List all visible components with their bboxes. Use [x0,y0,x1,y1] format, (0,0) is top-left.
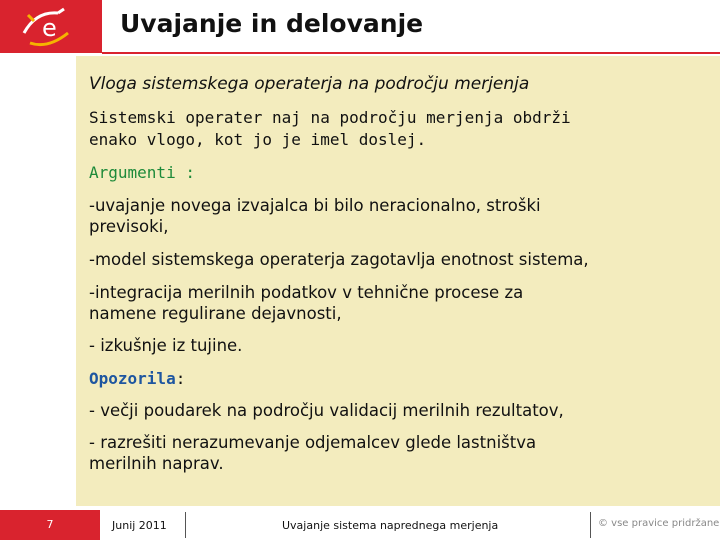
argument-3-line-1: -integracija merilnih podatkov v tehnične procese za [89,283,524,302]
logo-letter: e [42,14,57,42]
subtitle: Vloga sistemskega operaterja na področju merjenja [89,74,530,94]
warning-2-line-1: - razrešiti nerazumevanje odjemalcev glede lastništva [89,433,537,452]
intro-line-1: Sistemski operater naj na področju merjenja obdrži [89,108,571,127]
footer-divider-2 [590,512,591,538]
argument-1-line-2: previsoki, [89,217,169,236]
warnings-label: Opozorila [89,369,176,388]
warnings-heading [89,368,689,389]
warnings-colon: : [175,369,186,388]
warning-1: - večji poudarek na področju validacij merilnih rezultatov, [89,401,564,420]
arguments-heading: Argumenti : [89,163,195,182]
argument-2: -model sistemskega operaterja zagotavlja enotnost sistema, [89,250,589,269]
argument-1-line-1: -uvajanje novega izvajalca bi bilo neracionalno, stroški [89,196,541,215]
footer-copyright: © vse pravice pridržane [598,518,720,529]
argument-4: - izkušnje iz tujine. [89,336,243,355]
intro-line-2: enako vlogo, kot jo je imel doslej. [89,130,427,149]
header-divider [102,52,720,54]
e-logo-icon [18,3,84,51]
page-number: 7 [0,510,100,540]
footer-divider-1 [185,512,186,538]
footer-title: Uvajanje sistema naprednega merjenja [282,519,499,532]
argument-3-line-2: namene regulirane dejavnosti, [89,304,342,323]
logo [0,0,102,53]
warning-2-line-2: merilnih naprav. [89,454,224,473]
page-title: Uvajanje in delovanje [120,9,424,38]
footer-date: Junij 2011 [112,519,167,532]
